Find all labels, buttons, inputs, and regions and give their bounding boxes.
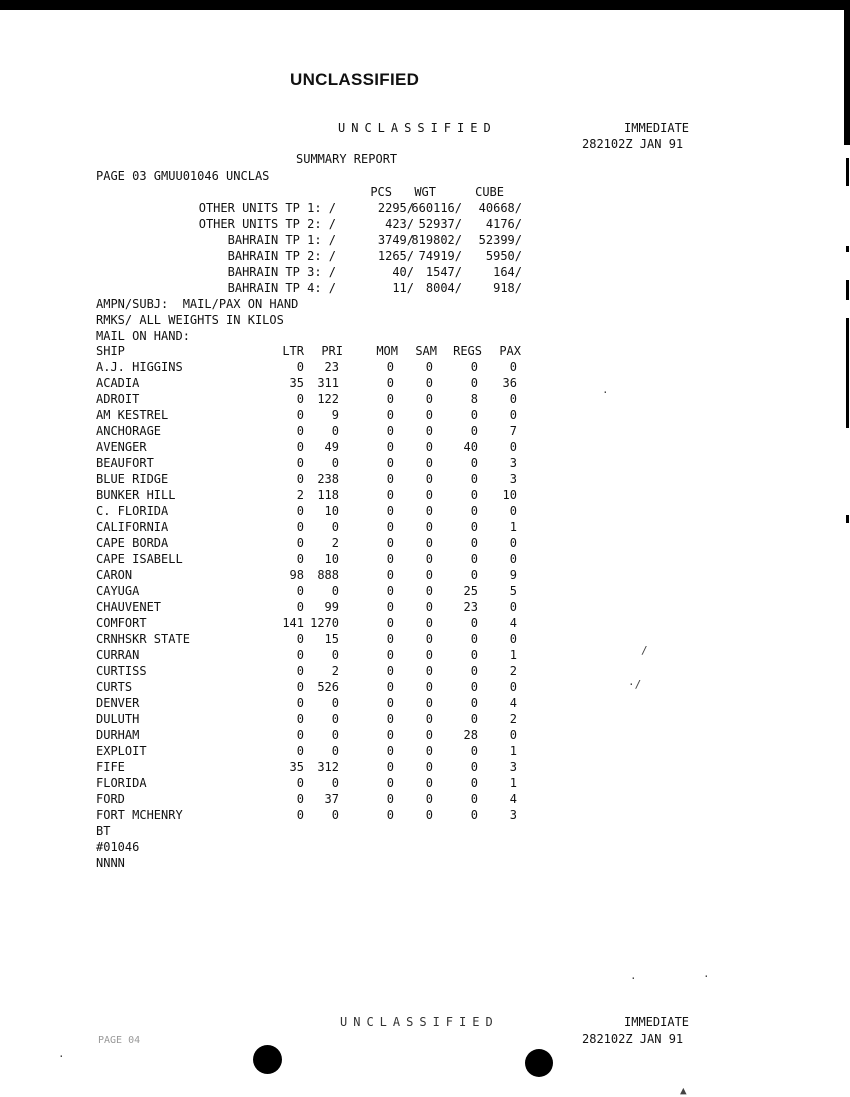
ship-name: CAPE ISABELL bbox=[96, 552, 183, 566]
ship-name: CURTISS bbox=[96, 664, 147, 678]
mail-cell-pri: 99 bbox=[324, 600, 339, 614]
mail-cell-ltr: 0 bbox=[296, 648, 304, 662]
summary-cell-pcs: 423/ bbox=[385, 217, 414, 231]
ship-name: A.J. HIGGINS bbox=[96, 360, 183, 374]
mail-cell-ltr: 0 bbox=[296, 728, 304, 742]
mail-cell-ltr: 0 bbox=[296, 424, 304, 438]
summary-cell-pcs: 3749/ bbox=[377, 233, 414, 247]
header-dtg: 282102Z JAN 91 bbox=[582, 137, 684, 151]
mail-cell-pri: 9 bbox=[331, 408, 339, 422]
mail-cell-ltr: 0 bbox=[296, 584, 304, 598]
ship-name: ADROIT bbox=[96, 392, 140, 406]
mail-cell-ltr: 0 bbox=[296, 680, 304, 694]
mail-cell-regs: 0 bbox=[470, 360, 478, 374]
mail-cell-pax: 3 bbox=[509, 808, 517, 822]
ship-name: FORT MCHENRY bbox=[96, 808, 183, 822]
mail-cell-regs: 0 bbox=[470, 504, 478, 518]
mail-cell-pax: 4 bbox=[509, 616, 517, 630]
mail-cell-pax: 4 bbox=[509, 696, 517, 710]
summary-col-wgt: WGT bbox=[414, 185, 436, 199]
punch-hole bbox=[525, 1049, 553, 1077]
mail-cell-ltr: 0 bbox=[296, 392, 304, 406]
speck: / bbox=[641, 644, 648, 657]
mail-cell-regs: 0 bbox=[470, 664, 478, 678]
mail-cell-ltr: 35 bbox=[289, 376, 304, 390]
summary-cell-cube: 918/ bbox=[493, 281, 522, 295]
ampn-line: AMPN/SUBJ: MAIL/PAX ON HAND bbox=[96, 297, 299, 311]
summary-cell-pcs: 2295/ bbox=[377, 201, 414, 215]
mail-cell-ltr: 2 bbox=[296, 488, 304, 502]
summary-row-label: BAHRAIN TP 2: / bbox=[227, 249, 336, 263]
mail-cell-mom: 0 bbox=[386, 728, 394, 742]
mail-cell-pax: 0 bbox=[509, 552, 517, 566]
mail-cell-mom: 0 bbox=[386, 664, 394, 678]
mail-cell-ltr: 98 bbox=[289, 568, 304, 582]
ship-name: COMFORT bbox=[96, 616, 147, 630]
mail-cell-mom: 0 bbox=[386, 776, 394, 790]
mail-cell-mom: 0 bbox=[386, 632, 394, 646]
mail-cell-ltr: 35 bbox=[289, 760, 304, 774]
mail-cell-pax: 36 bbox=[502, 376, 517, 390]
mail-cell-pri: 0 bbox=[331, 808, 339, 822]
mail-cell-mom: 0 bbox=[386, 744, 394, 758]
mail-cell-pri: 238 bbox=[317, 472, 339, 486]
footer-dtg: 282102Z JAN 91 bbox=[582, 1032, 684, 1046]
mail-cell-ltr: 0 bbox=[296, 472, 304, 486]
mail-cell-pax: 2 bbox=[509, 664, 517, 678]
mail-cell-mom: 0 bbox=[386, 376, 394, 390]
summary-row-label: OTHER UNITS TP 1: / bbox=[198, 201, 336, 215]
ship-name: AVENGER bbox=[96, 440, 147, 454]
mail-cell-regs: 0 bbox=[470, 792, 478, 806]
summary-cell-wgt: 1547/ bbox=[425, 265, 462, 279]
ship-name: FORD bbox=[96, 792, 125, 806]
ship-name: ACADIA bbox=[96, 376, 140, 390]
mail-cell-sam: 0 bbox=[425, 600, 433, 614]
mail-cell-sam: 0 bbox=[425, 376, 433, 390]
mail-cell-pax: 2 bbox=[509, 712, 517, 726]
mail-cell-pri: 0 bbox=[331, 728, 339, 742]
mail-cell-pax: 0 bbox=[509, 440, 517, 454]
mail-cell-pax: 5 bbox=[509, 584, 517, 598]
mail-cell-sam: 0 bbox=[425, 440, 433, 454]
mail-cell-sam: 0 bbox=[425, 520, 433, 534]
mail-cell-mom: 0 bbox=[386, 424, 394, 438]
mail-cell-ltr: 0 bbox=[296, 632, 304, 646]
mail-cell-regs: 0 bbox=[470, 376, 478, 390]
mail-cell-pax: 0 bbox=[509, 728, 517, 742]
mail-cell-regs: 0 bbox=[470, 648, 478, 662]
report-title: SUMMARY REPORT bbox=[296, 152, 398, 166]
mail-cell-sam: 0 bbox=[425, 408, 433, 422]
header-classification: UNCLASSIFIED bbox=[338, 121, 497, 135]
mail-cell-sam: 0 bbox=[425, 776, 433, 790]
summary-cell-wgt: 52937/ bbox=[418, 217, 462, 231]
mail-cell-regs: 0 bbox=[470, 552, 478, 566]
mail-cell-pax: 3 bbox=[509, 760, 517, 774]
mail-cell-ltr: 0 bbox=[296, 776, 304, 790]
top-border bbox=[0, 0, 850, 10]
mail-cell-sam: 0 bbox=[425, 728, 433, 742]
mail-col-pax: PAX bbox=[499, 344, 521, 358]
mail-cell-pax: 1 bbox=[509, 648, 517, 662]
mail-cell-sam: 0 bbox=[425, 584, 433, 598]
mail-col-ship: SHIP bbox=[96, 344, 125, 358]
mail-cell-mom: 0 bbox=[386, 552, 394, 566]
header-precedence: IMMEDIATE bbox=[624, 121, 690, 135]
mail-cell-pri: 122 bbox=[317, 392, 339, 406]
summary-row-label: BAHRAIN TP 3: / bbox=[227, 265, 336, 279]
mail-cell-pri: 37 bbox=[324, 792, 339, 806]
mail-cell-pax: 0 bbox=[509, 504, 517, 518]
mail-cell-pri: 2 bbox=[331, 536, 339, 550]
mail-cell-mom: 0 bbox=[386, 680, 394, 694]
trailer-line: NNNN bbox=[96, 856, 125, 870]
mail-cell-pri: 0 bbox=[331, 424, 339, 438]
mail-cell-ltr: 0 bbox=[296, 536, 304, 550]
mail-cell-pax: 3 bbox=[509, 472, 517, 486]
mail-cell-regs: 0 bbox=[470, 424, 478, 438]
summary-row-label: BAHRAIN TP 1: / bbox=[227, 233, 336, 247]
mail-cell-sam: 0 bbox=[425, 696, 433, 710]
speck: · bbox=[602, 386, 609, 399]
ship-name: CAPE BORDA bbox=[96, 536, 169, 550]
mail-col-sam: SAM bbox=[415, 344, 437, 358]
speck: · bbox=[58, 1050, 65, 1063]
right-border bbox=[844, 10, 850, 145]
mail-cell-mom: 0 bbox=[386, 360, 394, 374]
speck: · bbox=[630, 972, 637, 985]
summary-col-cube: CUBE bbox=[475, 185, 504, 199]
mail-cell-pri: 0 bbox=[331, 648, 339, 662]
mail-cell-pri: 0 bbox=[331, 584, 339, 598]
mail-cell-sam: 0 bbox=[425, 760, 433, 774]
mail-cell-ltr: 0 bbox=[296, 440, 304, 454]
mail-cell-mom: 0 bbox=[386, 440, 394, 454]
mail-cell-mom: 0 bbox=[386, 648, 394, 662]
mail-cell-pri: 0 bbox=[331, 520, 339, 534]
mail-cell-pax: 0 bbox=[509, 360, 517, 374]
mail-cell-ltr: 0 bbox=[296, 744, 304, 758]
mail-cell-sam: 0 bbox=[425, 616, 433, 630]
summary-cell-pcs: 1265/ bbox=[377, 249, 414, 263]
mail-cell-pri: 2 bbox=[331, 664, 339, 678]
mail-cell-regs: 0 bbox=[470, 712, 478, 726]
footer-precedence: IMMEDIATE bbox=[624, 1015, 690, 1029]
mail-cell-sam: 0 bbox=[425, 792, 433, 806]
ship-name: CURTS bbox=[96, 680, 133, 694]
mail-cell-ltr: 141 bbox=[282, 616, 304, 630]
mail-cell-regs: 0 bbox=[470, 632, 478, 646]
mail-cell-regs: 0 bbox=[470, 808, 478, 822]
ship-name: AM KESTREL bbox=[96, 408, 169, 422]
mail-cell-mom: 0 bbox=[386, 504, 394, 518]
mail-cell-ltr: 0 bbox=[296, 600, 304, 614]
mail-cell-pax: 0 bbox=[509, 392, 517, 406]
mail-cell-sam: 0 bbox=[425, 568, 433, 582]
speck: · bbox=[703, 970, 710, 983]
rmks-line: RMKS/ ALL WEIGHTS IN KILOS bbox=[96, 313, 284, 327]
ship-name: CRNHSKR STATE bbox=[96, 632, 190, 646]
mail-cell-sam: 0 bbox=[425, 392, 433, 406]
mail-on-hand-label: MAIL ON HAND: bbox=[96, 329, 190, 343]
mail-cell-mom: 0 bbox=[386, 456, 394, 470]
mail-cell-pri: 0 bbox=[331, 776, 339, 790]
margin-mark bbox=[846, 158, 849, 186]
mail-cell-mom: 0 bbox=[386, 792, 394, 806]
mail-cell-sam: 0 bbox=[425, 664, 433, 678]
mail-cell-regs: 0 bbox=[470, 536, 478, 550]
mail-cell-regs: 28 bbox=[463, 728, 478, 742]
mail-cell-sam: 0 bbox=[425, 456, 433, 470]
mail-cell-sam: 0 bbox=[425, 360, 433, 374]
summary-cell-wgt: 819802/ bbox=[411, 233, 462, 247]
mail-cell-pax: 0 bbox=[509, 680, 517, 694]
summary-cell-wgt: 660116/ bbox=[411, 201, 462, 215]
margin-mark bbox=[846, 280, 849, 300]
mail-cell-ltr: 0 bbox=[296, 552, 304, 566]
mail-cell-regs: 0 bbox=[470, 760, 478, 774]
punch-hole bbox=[253, 1045, 282, 1074]
ship-name: DULUTH bbox=[96, 712, 140, 726]
ship-name: CALIFORNIA bbox=[96, 520, 169, 534]
ship-name: DURHAM bbox=[96, 728, 140, 742]
mail-cell-sam: 0 bbox=[425, 552, 433, 566]
ship-name: ANCHORAGE bbox=[96, 424, 162, 438]
margin-mark bbox=[846, 515, 849, 523]
summary-cell-cube: 52399/ bbox=[478, 233, 522, 247]
footer-page-mark: PAGE 04 bbox=[98, 1035, 141, 1046]
mail-cell-ltr: 0 bbox=[296, 712, 304, 726]
mail-cell-mom: 0 bbox=[386, 472, 394, 486]
mail-cell-ltr: 0 bbox=[296, 664, 304, 678]
footer-classification: UNCLASSIFIED bbox=[340, 1015, 499, 1029]
mail-cell-pax: 0 bbox=[509, 536, 517, 550]
mail-cell-mom: 0 bbox=[386, 488, 394, 502]
summary-cell-pcs: 40/ bbox=[392, 265, 414, 279]
ship-name: BLUE RIDGE bbox=[96, 472, 169, 486]
mail-cell-pri: 312 bbox=[317, 760, 339, 774]
summary-row-label: BAHRAIN TP 4: / bbox=[227, 281, 336, 295]
mail-cell-pri: 526 bbox=[317, 680, 339, 694]
mail-cell-mom: 0 bbox=[386, 408, 394, 422]
mail-cell-regs: 0 bbox=[470, 472, 478, 486]
summary-cell-cube: 5950/ bbox=[485, 249, 522, 263]
mail-cell-mom: 0 bbox=[386, 712, 394, 726]
mail-cell-ltr: 0 bbox=[296, 696, 304, 710]
classification-stamp: UNCLASSIFIED bbox=[290, 70, 420, 89]
mail-cell-pax: 1 bbox=[509, 520, 517, 534]
mail-cell-mom: 0 bbox=[386, 520, 394, 534]
mail-cell-sam: 0 bbox=[425, 744, 433, 758]
mail-cell-mom: 0 bbox=[386, 808, 394, 822]
ship-name: C. FLORIDA bbox=[96, 504, 169, 518]
mail-cell-regs: 0 bbox=[470, 408, 478, 422]
mail-cell-pax: 3 bbox=[509, 456, 517, 470]
mail-col-pri: PRI bbox=[321, 344, 343, 358]
mail-cell-pri: 0 bbox=[331, 456, 339, 470]
summary-cell-wgt: 8004/ bbox=[425, 281, 462, 295]
mail-cell-ltr: 0 bbox=[296, 408, 304, 422]
mail-cell-regs: 0 bbox=[470, 456, 478, 470]
mail-cell-pax: 9 bbox=[509, 568, 517, 582]
speck: ▲ bbox=[680, 1084, 687, 1097]
mail-cell-pri: 888 bbox=[317, 568, 339, 582]
mail-cell-pri: 0 bbox=[331, 696, 339, 710]
mail-cell-pri: 1270 bbox=[310, 616, 339, 630]
summary-cell-cube: 164/ bbox=[493, 265, 522, 279]
mail-cell-regs: 23 bbox=[463, 600, 478, 614]
mail-cell-pax: 0 bbox=[509, 600, 517, 614]
ship-name: DENVER bbox=[96, 696, 140, 710]
mail-cell-pax: 4 bbox=[509, 792, 517, 806]
mail-cell-regs: 0 bbox=[470, 744, 478, 758]
ship-name: FIFE bbox=[96, 760, 125, 774]
mail-cell-regs: 0 bbox=[470, 568, 478, 582]
ship-name: BEAUFORT bbox=[96, 456, 154, 470]
mail-cell-ltr: 0 bbox=[296, 792, 304, 806]
ship-name: CHAUVENET bbox=[96, 600, 162, 614]
mail-cell-mom: 0 bbox=[386, 568, 394, 582]
summary-cell-cube: 40668/ bbox=[478, 201, 522, 215]
ship-name: FLORIDA bbox=[96, 776, 147, 790]
summary-row-label: OTHER UNITS TP 2: / bbox=[198, 217, 336, 231]
mail-cell-ltr: 0 bbox=[296, 360, 304, 374]
mail-cell-sam: 0 bbox=[425, 472, 433, 486]
mail-cell-pri: 15 bbox=[324, 632, 339, 646]
mail-cell-mom: 0 bbox=[386, 600, 394, 614]
ship-name: CAYUGA bbox=[96, 584, 140, 598]
summary-cell-pcs: 11/ bbox=[392, 281, 414, 295]
mail-cell-regs: 25 bbox=[463, 584, 478, 598]
mail-col-ltr: LTR bbox=[282, 344, 304, 358]
mail-col-mom: MOM bbox=[376, 344, 398, 358]
mail-cell-sam: 0 bbox=[425, 648, 433, 662]
mail-cell-sam: 0 bbox=[425, 488, 433, 502]
mail-cell-mom: 0 bbox=[386, 760, 394, 774]
mail-cell-sam: 0 bbox=[425, 632, 433, 646]
mail-cell-sam: 0 bbox=[425, 808, 433, 822]
mail-cell-mom: 0 bbox=[386, 696, 394, 710]
mail-cell-regs: 0 bbox=[470, 520, 478, 534]
trailer-line: #01046 bbox=[96, 840, 140, 854]
mail-cell-sam: 0 bbox=[425, 424, 433, 438]
mail-cell-sam: 0 bbox=[425, 712, 433, 726]
mail-cell-ltr: 0 bbox=[296, 520, 304, 534]
mail-cell-pri: 23 bbox=[324, 360, 339, 374]
ship-name: BUNKER HILL bbox=[96, 488, 176, 502]
mail-cell-sam: 0 bbox=[425, 504, 433, 518]
mail-cell-sam: 0 bbox=[425, 680, 433, 694]
mail-cell-pri: 311 bbox=[317, 376, 339, 390]
mail-cell-pax: 1 bbox=[509, 776, 517, 790]
mail-cell-pri: 49 bbox=[324, 440, 339, 454]
mail-cell-pri: 118 bbox=[317, 488, 339, 502]
mail-cell-regs: 0 bbox=[470, 616, 478, 630]
mail-col-regs: REGS bbox=[453, 344, 482, 358]
mail-cell-pri: 0 bbox=[331, 744, 339, 758]
mail-cell-mom: 0 bbox=[386, 616, 394, 630]
mail-cell-sam: 0 bbox=[425, 536, 433, 550]
ship-name: CARON bbox=[96, 568, 133, 582]
mail-cell-ltr: 0 bbox=[296, 456, 304, 470]
mail-cell-regs: 40 bbox=[463, 440, 478, 454]
margin-mark bbox=[846, 246, 849, 252]
mail-cell-pax: 7 bbox=[509, 424, 517, 438]
summary-col-pcs: PCS bbox=[370, 185, 392, 199]
mail-cell-mom: 0 bbox=[386, 392, 394, 406]
mail-cell-regs: 0 bbox=[470, 488, 478, 502]
speck: ·/ bbox=[628, 678, 642, 691]
mail-cell-mom: 0 bbox=[386, 536, 394, 550]
margin-mark bbox=[846, 318, 849, 428]
mail-cell-regs: 0 bbox=[470, 696, 478, 710]
trailer-line: BT bbox=[96, 824, 111, 838]
mail-cell-pax: 0 bbox=[509, 632, 517, 646]
mail-cell-ltr: 0 bbox=[296, 504, 304, 518]
mail-cell-regs: 8 bbox=[470, 392, 478, 406]
mail-cell-regs: 0 bbox=[470, 680, 478, 694]
mail-cell-pax: 0 bbox=[509, 408, 517, 422]
mail-cell-pax: 10 bbox=[502, 488, 517, 502]
mail-cell-pri: 0 bbox=[331, 712, 339, 726]
summary-cell-cube: 4176/ bbox=[485, 217, 522, 231]
page-line: PAGE 03 GMUU01046 UNCLAS bbox=[96, 169, 270, 183]
summary-cell-wgt: 74919/ bbox=[418, 249, 462, 263]
mail-cell-regs: 0 bbox=[470, 776, 478, 790]
ship-name: CURRAN bbox=[96, 648, 140, 662]
mail-cell-mom: 0 bbox=[386, 584, 394, 598]
mail-cell-ltr: 0 bbox=[296, 808, 304, 822]
mail-cell-pri: 10 bbox=[324, 504, 339, 518]
ship-name: EXPLOIT bbox=[96, 744, 147, 758]
mail-cell-pax: 1 bbox=[509, 744, 517, 758]
mail-cell-pri: 10 bbox=[324, 552, 339, 566]
